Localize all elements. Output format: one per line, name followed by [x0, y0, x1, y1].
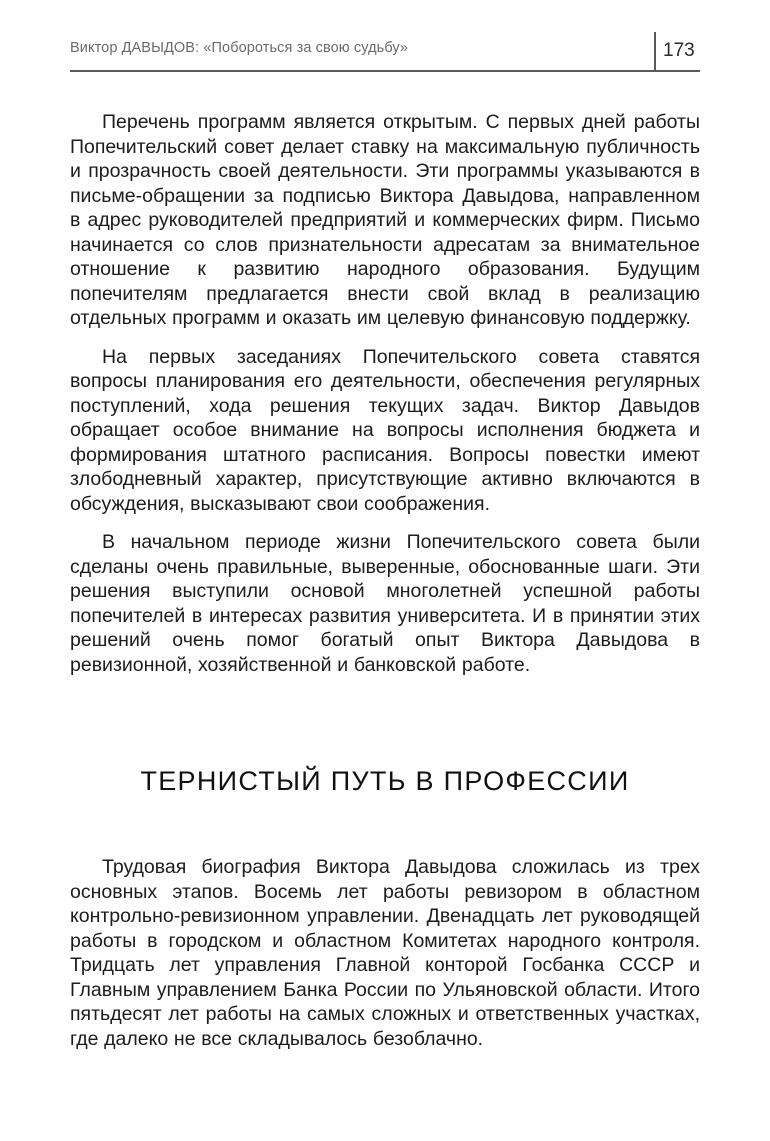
page-number: 173 [663, 40, 695, 61]
paragraph-1: Перечень программ является открытым. С первых дней работы Попечительский совет делает ставку на максимальную публичность и прозрачность своей деятельности. Эти программы указываются в письме-обращении за подписью Виктора Давыдова, направленном в адрес руководителей предприятий и коммерческих фирм. Письмо начинается со слов признательности адресатам за внимательное отношение к развитию народного образования. Будущим попечителям предлагается внести свой вклад в реализацию отдельных программ и оказать им целевую финансовую поддержку. [70, 111, 700, 329]
section-heading: ТЕРНИСТЫЙ ПУТЬ В ПРОФЕССИИ [140, 766, 630, 796]
header-rule [70, 70, 700, 72]
running-header-title: Виктор ДАВЫДОВ: «Побороться за свою судьбу» [70, 40, 409, 56]
paragraph-3: В начальном периоде жизни Попечительского совета были сделаны очень правильные, выверенные, обоснованные шаги. Эти решения выступили основой многолетней успешной работы попечителей в интересах развития университета. И в принятии этих решений очень помог богатый опыт Виктора Давыдова в ревизионной, хозяйственной и банковской работе. [70, 531, 700, 676]
paragraph-2: На первых заседаниях Попечительского совета ставятся вопросы планирования его деятельности, обеспечения регулярных поступлений, хода решения текущих задач. Виктор Давыдов обращает особое внимание на вопросы исполнения бюджета и формирования штатного расписания. Вопросы повестки имеют злободневный характер, присутствующие активно включаются в обсуждения, высказывают свои соображения. [70, 345, 700, 515]
header-vertical-divider [654, 32, 656, 70]
section-paragraph-1: Трудовая биография Виктора Давыдова сложилась из трех основных этапов. Восемь лет работы ревизором в областном контрольно-ревизионном управлении. Двенадцать лет руководящей работы в городском и областном Комитетах народного контроля. Тридцать лет управления Главной конторой Госбанка СССР и Главным управлением Банка России по Ульяновской области. Итого пятьдесят лет работы на самых сложных и ответственных участках, где далеко не все складывалось безоблачно. [70, 856, 700, 1050]
section-text-block [70, 855, 700, 1065]
body-text-block [70, 110, 700, 691]
